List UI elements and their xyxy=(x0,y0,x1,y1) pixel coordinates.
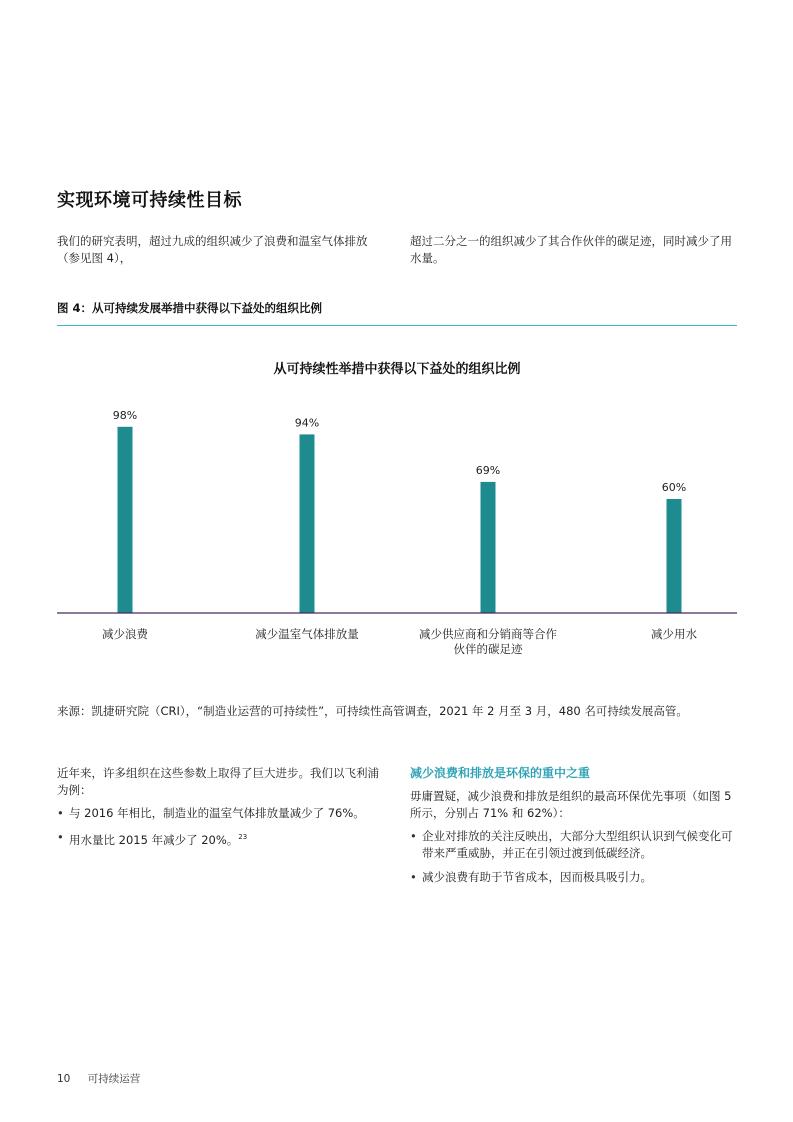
intro-right-text: 超过二分之一的组织减少了其合作伙伴的碳足迹，同时减少了用水量。 xyxy=(410,234,732,265)
category-label-3-line-1: 减少供应商和分销商等合作 xyxy=(419,627,557,641)
category-label-4: 减少用水 xyxy=(651,627,697,641)
right-bullet-1 xyxy=(410,828,740,862)
right-bullet-list xyxy=(410,828,740,886)
bar-value-label-4: 60% xyxy=(661,481,687,494)
category-label-3-line-2: 伙伴的碳足迹 xyxy=(453,642,523,656)
figure-label: 图 4：从可持续发展举措中获得以下益处的组织比例 xyxy=(57,301,323,315)
source-note: 来源：凯捷研究院（CRI），“制造业运营的可持续性”，可持续性高管调查，2021 年 2 月至 3 月，480 名可持续发展高管。 xyxy=(57,704,688,718)
bar-chart xyxy=(57,405,737,665)
left-bullet-2-text: 用水量比 2015 年减少了 20%。 xyxy=(69,832,239,847)
left-column-paragraph: 近年来，许多组织在这些参数上取得了巨大进步。我们以飞利浦为例： xyxy=(57,766,379,797)
bar-value-label-1: 98% xyxy=(112,408,138,422)
bar-value-label-3: 69% xyxy=(475,463,501,477)
right-column-subhead: 减少浪费和排放是环保的重中之重 xyxy=(410,766,591,780)
bar-4 xyxy=(667,499,682,613)
page-heading: 实现环境可持续性目标 xyxy=(57,190,242,211)
figure-divider xyxy=(57,325,737,326)
intro-left-text: 我们的研究表明，超过九成的组织减少了浪费和温室气体排放（参见图 4）， xyxy=(57,234,368,265)
bar-1 xyxy=(118,427,133,613)
footnote-ref: 23 xyxy=(238,833,248,841)
right-bullet-2-text: 减少浪费有助于节省成本，因而极具吸引力。 xyxy=(422,870,652,884)
bar-value-label-2: 94% xyxy=(294,416,320,430)
right-bullet-1-text: 企业对排放的关注反映出，大部分大型组织认识到气候变化可带来严重威胁，并正在引领过渡到低碳经济。 xyxy=(422,829,733,860)
bar-3 xyxy=(481,482,496,613)
category-label-2: 减少温室气体排放量 xyxy=(255,627,359,641)
left-bullet-2 xyxy=(57,829,387,849)
category-label-1: 减少浪费 xyxy=(102,627,148,641)
left-column xyxy=(57,765,387,856)
bar-2 xyxy=(300,434,315,613)
left-bullet-list xyxy=(57,805,387,849)
right-column-paragraph: 毋庸置疑，减少浪费和排放是组织的最高环保优先事项（如图 5 所示，分别占 71% 和 62%）： xyxy=(410,789,732,820)
right-bullet-2 xyxy=(410,869,740,886)
footer-section: 可持续运营 xyxy=(87,1073,141,1085)
page-number: 10 xyxy=(57,1073,71,1085)
right-column xyxy=(410,765,740,893)
page-footer xyxy=(57,1071,154,1086)
chart-title: 从可持续性举措中获得以下益处的组织比例 xyxy=(273,362,521,377)
left-bullet-1-text: 与 2016 年相比，制造业的温室气体排放量减少了 76%。 xyxy=(69,806,365,820)
left-bullet-1 xyxy=(57,805,387,822)
